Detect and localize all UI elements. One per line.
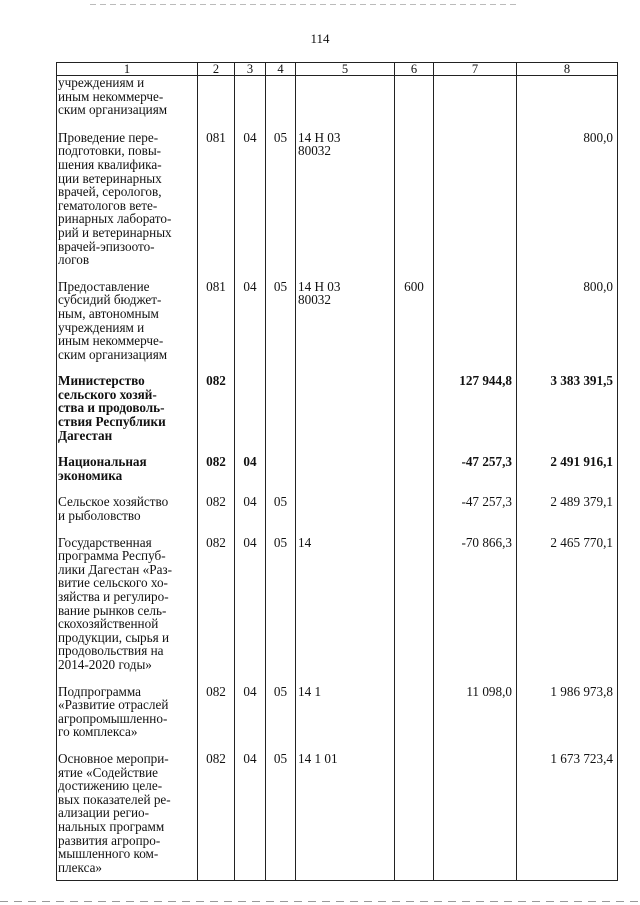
- admin-code-cell: 082: [198, 685, 235, 752]
- table-row: [57, 131, 618, 280]
- total-amount-cell: 2 489 379,1: [517, 495, 618, 535]
- target-article-cell: [296, 374, 395, 455]
- subsection-code-cell: [266, 455, 296, 495]
- row-name-line: лики Дагестан «Раз-: [58, 561, 173, 577]
- row-name-line: подготовки, повы-: [58, 143, 162, 159]
- row-name-line: Министерство: [58, 373, 145, 389]
- row-name-line: иным некоммерче-: [58, 88, 164, 104]
- row-name-line: Государственная: [58, 534, 152, 550]
- row-name-line: продукции, сырья и: [58, 629, 170, 645]
- section-code-cell: 04: [235, 536, 266, 685]
- row-name-line: ским организациям: [58, 346, 168, 362]
- expense-type-cell: [395, 495, 434, 535]
- header-col-8: 8: [517, 63, 618, 76]
- row-name-line: программа Респуб-: [58, 548, 166, 564]
- target-article-line: 80032: [298, 143, 331, 159]
- row-name-line: учреждениям и: [58, 75, 145, 90]
- change-amount-cell: 127 944,8: [434, 374, 517, 455]
- section-code-cell: 04: [235, 752, 266, 881]
- row-name-line: го комплекса»: [58, 724, 138, 740]
- header-col-5: 5: [296, 63, 395, 76]
- expense-type-cell: [395, 685, 434, 752]
- header-col-1: 1: [57, 63, 198, 76]
- subsection-code-cell: 05: [266, 280, 296, 375]
- row-name-line: достижению целе-: [58, 778, 163, 794]
- row-name-line: ским организациям: [58, 102, 168, 118]
- scan-artifact-top: [90, 4, 520, 5]
- table-body: [57, 76, 618, 881]
- row-name-line: врачей-эпизоото-: [58, 238, 155, 254]
- row-name-line: иным некоммерче-: [58, 333, 164, 349]
- row-name-line: Предоставление: [58, 278, 150, 294]
- target-article-cell: [296, 76, 395, 131]
- row-name-line: экономика: [58, 467, 123, 483]
- admin-code-cell: 081: [198, 131, 235, 280]
- expense-type-cell: [395, 536, 434, 685]
- target-article-line: 14 1 01: [298, 750, 338, 766]
- table-row: [57, 280, 618, 375]
- total-amount-cell: 2 491 916,1: [517, 455, 618, 495]
- section-code-cell: 04: [235, 131, 266, 280]
- admin-code-cell: 082: [198, 374, 235, 455]
- change-amount-cell: [434, 131, 517, 280]
- header-col-3: 3: [235, 63, 266, 76]
- subsection-code-cell: [266, 76, 296, 131]
- subsection-code-cell: 05: [266, 131, 296, 280]
- row-name-cell: [57, 76, 198, 131]
- header-col-6: 6: [395, 63, 434, 76]
- row-name-line: рий и ветеринарных: [58, 224, 172, 240]
- section-code-cell: 04: [235, 455, 266, 495]
- target-article-cell: [296, 685, 395, 752]
- admin-code-cell: 082: [198, 455, 235, 495]
- row-name-line: ятие «Содействие: [58, 764, 159, 780]
- target-article-cell: [296, 536, 395, 685]
- change-amount-cell: -47 257,3: [434, 495, 517, 535]
- expense-type-cell: [395, 131, 434, 280]
- table-row: [57, 536, 618, 685]
- header-col-7: 7: [434, 63, 517, 76]
- row-name-line: сельского хозяй-: [58, 386, 157, 402]
- row-name-line: Основное меропри-: [58, 750, 169, 766]
- target-article-line: 14 1: [298, 683, 322, 699]
- row-name-cell: [57, 752, 198, 881]
- scan-artifact-bottom: [0, 901, 640, 902]
- target-article-cell: [296, 131, 395, 280]
- table-row: [57, 455, 618, 495]
- row-name-line: скохозяйственной: [58, 616, 159, 632]
- row-name-line: шения квалифика-: [58, 156, 162, 172]
- header-col-4: 4: [266, 63, 296, 76]
- row-name-cell: [57, 280, 198, 375]
- expense-type-cell: [395, 76, 434, 131]
- expense-type-cell: [395, 374, 434, 455]
- total-amount-cell: 800,0: [517, 131, 618, 280]
- row-name-line: учреждениям и: [58, 319, 145, 335]
- header-col-2: 2: [198, 63, 235, 76]
- row-name-cell: [57, 685, 198, 752]
- expense-type-cell: 600: [395, 280, 434, 375]
- total-amount-cell: 1 986 973,8: [517, 685, 618, 752]
- row-name-line: ции ветеринарных: [58, 170, 162, 186]
- row-name-line: Национальная: [58, 454, 147, 470]
- row-name-line: мышленного ком-: [58, 846, 159, 862]
- row-name-line: гематологов вете-: [58, 197, 158, 213]
- section-code-cell: [235, 76, 266, 131]
- admin-code-cell: 082: [198, 536, 235, 685]
- change-amount-cell: 11 098,0: [434, 685, 517, 752]
- row-name-cell: [57, 374, 198, 455]
- table-row: [57, 752, 618, 881]
- target-article-line: 14 Н 03: [298, 278, 341, 294]
- row-name-line: продовольствия на: [58, 643, 164, 659]
- change-amount-cell: -47 257,3: [434, 455, 517, 495]
- change-amount-cell: -70 866,3: [434, 536, 517, 685]
- row-name-line: ринарных лаборато-: [58, 211, 172, 227]
- row-name-line: Проведение пере-: [58, 129, 159, 145]
- target-article-cell: [296, 495, 395, 535]
- subsection-code-cell: [266, 374, 296, 455]
- row-name-cell: [57, 131, 198, 280]
- subsection-code-cell: 05: [266, 752, 296, 881]
- row-name-line: логов: [58, 252, 90, 268]
- admin-code-cell: [198, 76, 235, 131]
- row-name-line: Подпрограмма: [58, 683, 142, 699]
- subsection-code-cell: 05: [266, 495, 296, 535]
- admin-code-cell: 082: [198, 495, 235, 535]
- section-code-cell: [235, 374, 266, 455]
- section-code-cell: 04: [235, 685, 266, 752]
- row-name-cell: [57, 536, 198, 685]
- change-amount-cell: [434, 76, 517, 131]
- total-amount-cell: [517, 76, 618, 131]
- row-name-line: витие сельского хо-: [58, 575, 168, 591]
- change-amount-cell: [434, 752, 517, 881]
- row-name-line: «Развитие отраслей: [58, 697, 169, 713]
- row-name-line: ствия Республики: [58, 414, 166, 430]
- table-row: [57, 685, 618, 752]
- row-name-line: Сельское хозяйство: [58, 494, 169, 510]
- row-name-line: агропромышленно-: [58, 710, 168, 726]
- total-amount-cell: 1 673 723,4: [517, 752, 618, 881]
- row-name-line: ства и продоволь-: [58, 400, 165, 416]
- row-name-line: развития агропро-: [58, 832, 161, 848]
- target-article-line: 14 Н 03: [298, 129, 341, 145]
- row-name-line: и рыболовство: [58, 508, 141, 524]
- change-amount-cell: [434, 280, 517, 375]
- table-row: [57, 495, 618, 535]
- total-amount-cell: 800,0: [517, 280, 618, 375]
- row-name-line: вание рынков сель-: [58, 602, 167, 618]
- target-article-cell: [296, 752, 395, 881]
- row-name-cell: [57, 455, 198, 495]
- subsection-code-cell: 05: [266, 685, 296, 752]
- row-name-line: субсидий бюджет-: [58, 292, 162, 308]
- target-article-cell: [296, 455, 395, 495]
- row-name-line: вых показателей ре-: [58, 791, 171, 807]
- admin-code-cell: 081: [198, 280, 235, 375]
- row-name-line: ализации регио-: [58, 805, 150, 821]
- expense-type-cell: [395, 752, 434, 881]
- expense-type-cell: [395, 455, 434, 495]
- target-article-line: 80032: [298, 292, 331, 308]
- total-amount-cell: 2 465 770,1: [517, 536, 618, 685]
- page-number: 114: [310, 31, 330, 46]
- subsection-code-cell: 05: [266, 536, 296, 685]
- row-name-line: 2014-2020 годы»: [58, 656, 152, 672]
- header-row: [57, 63, 618, 76]
- row-name-line: нальных программ: [58, 818, 165, 834]
- row-name-line: врачей, серологов,: [58, 184, 162, 200]
- total-amount-cell: 3 383 391,5: [517, 374, 618, 455]
- row-name-line: плекса»: [58, 859, 103, 875]
- table-row: [57, 76, 618, 131]
- row-name-line: ным, автономным: [58, 305, 159, 321]
- section-code-cell: 04: [235, 495, 266, 535]
- table-row: [57, 374, 618, 455]
- target-article-cell: [296, 280, 395, 375]
- admin-code-cell: 082: [198, 752, 235, 881]
- section-code-cell: 04: [235, 280, 266, 375]
- row-name-line: Дагестан: [58, 427, 113, 443]
- row-name-cell: [57, 495, 198, 535]
- row-name-line: зяйства и регулиро-: [58, 589, 169, 604]
- budget-table: [56, 62, 618, 881]
- target-article-line: 14: [298, 534, 312, 550]
